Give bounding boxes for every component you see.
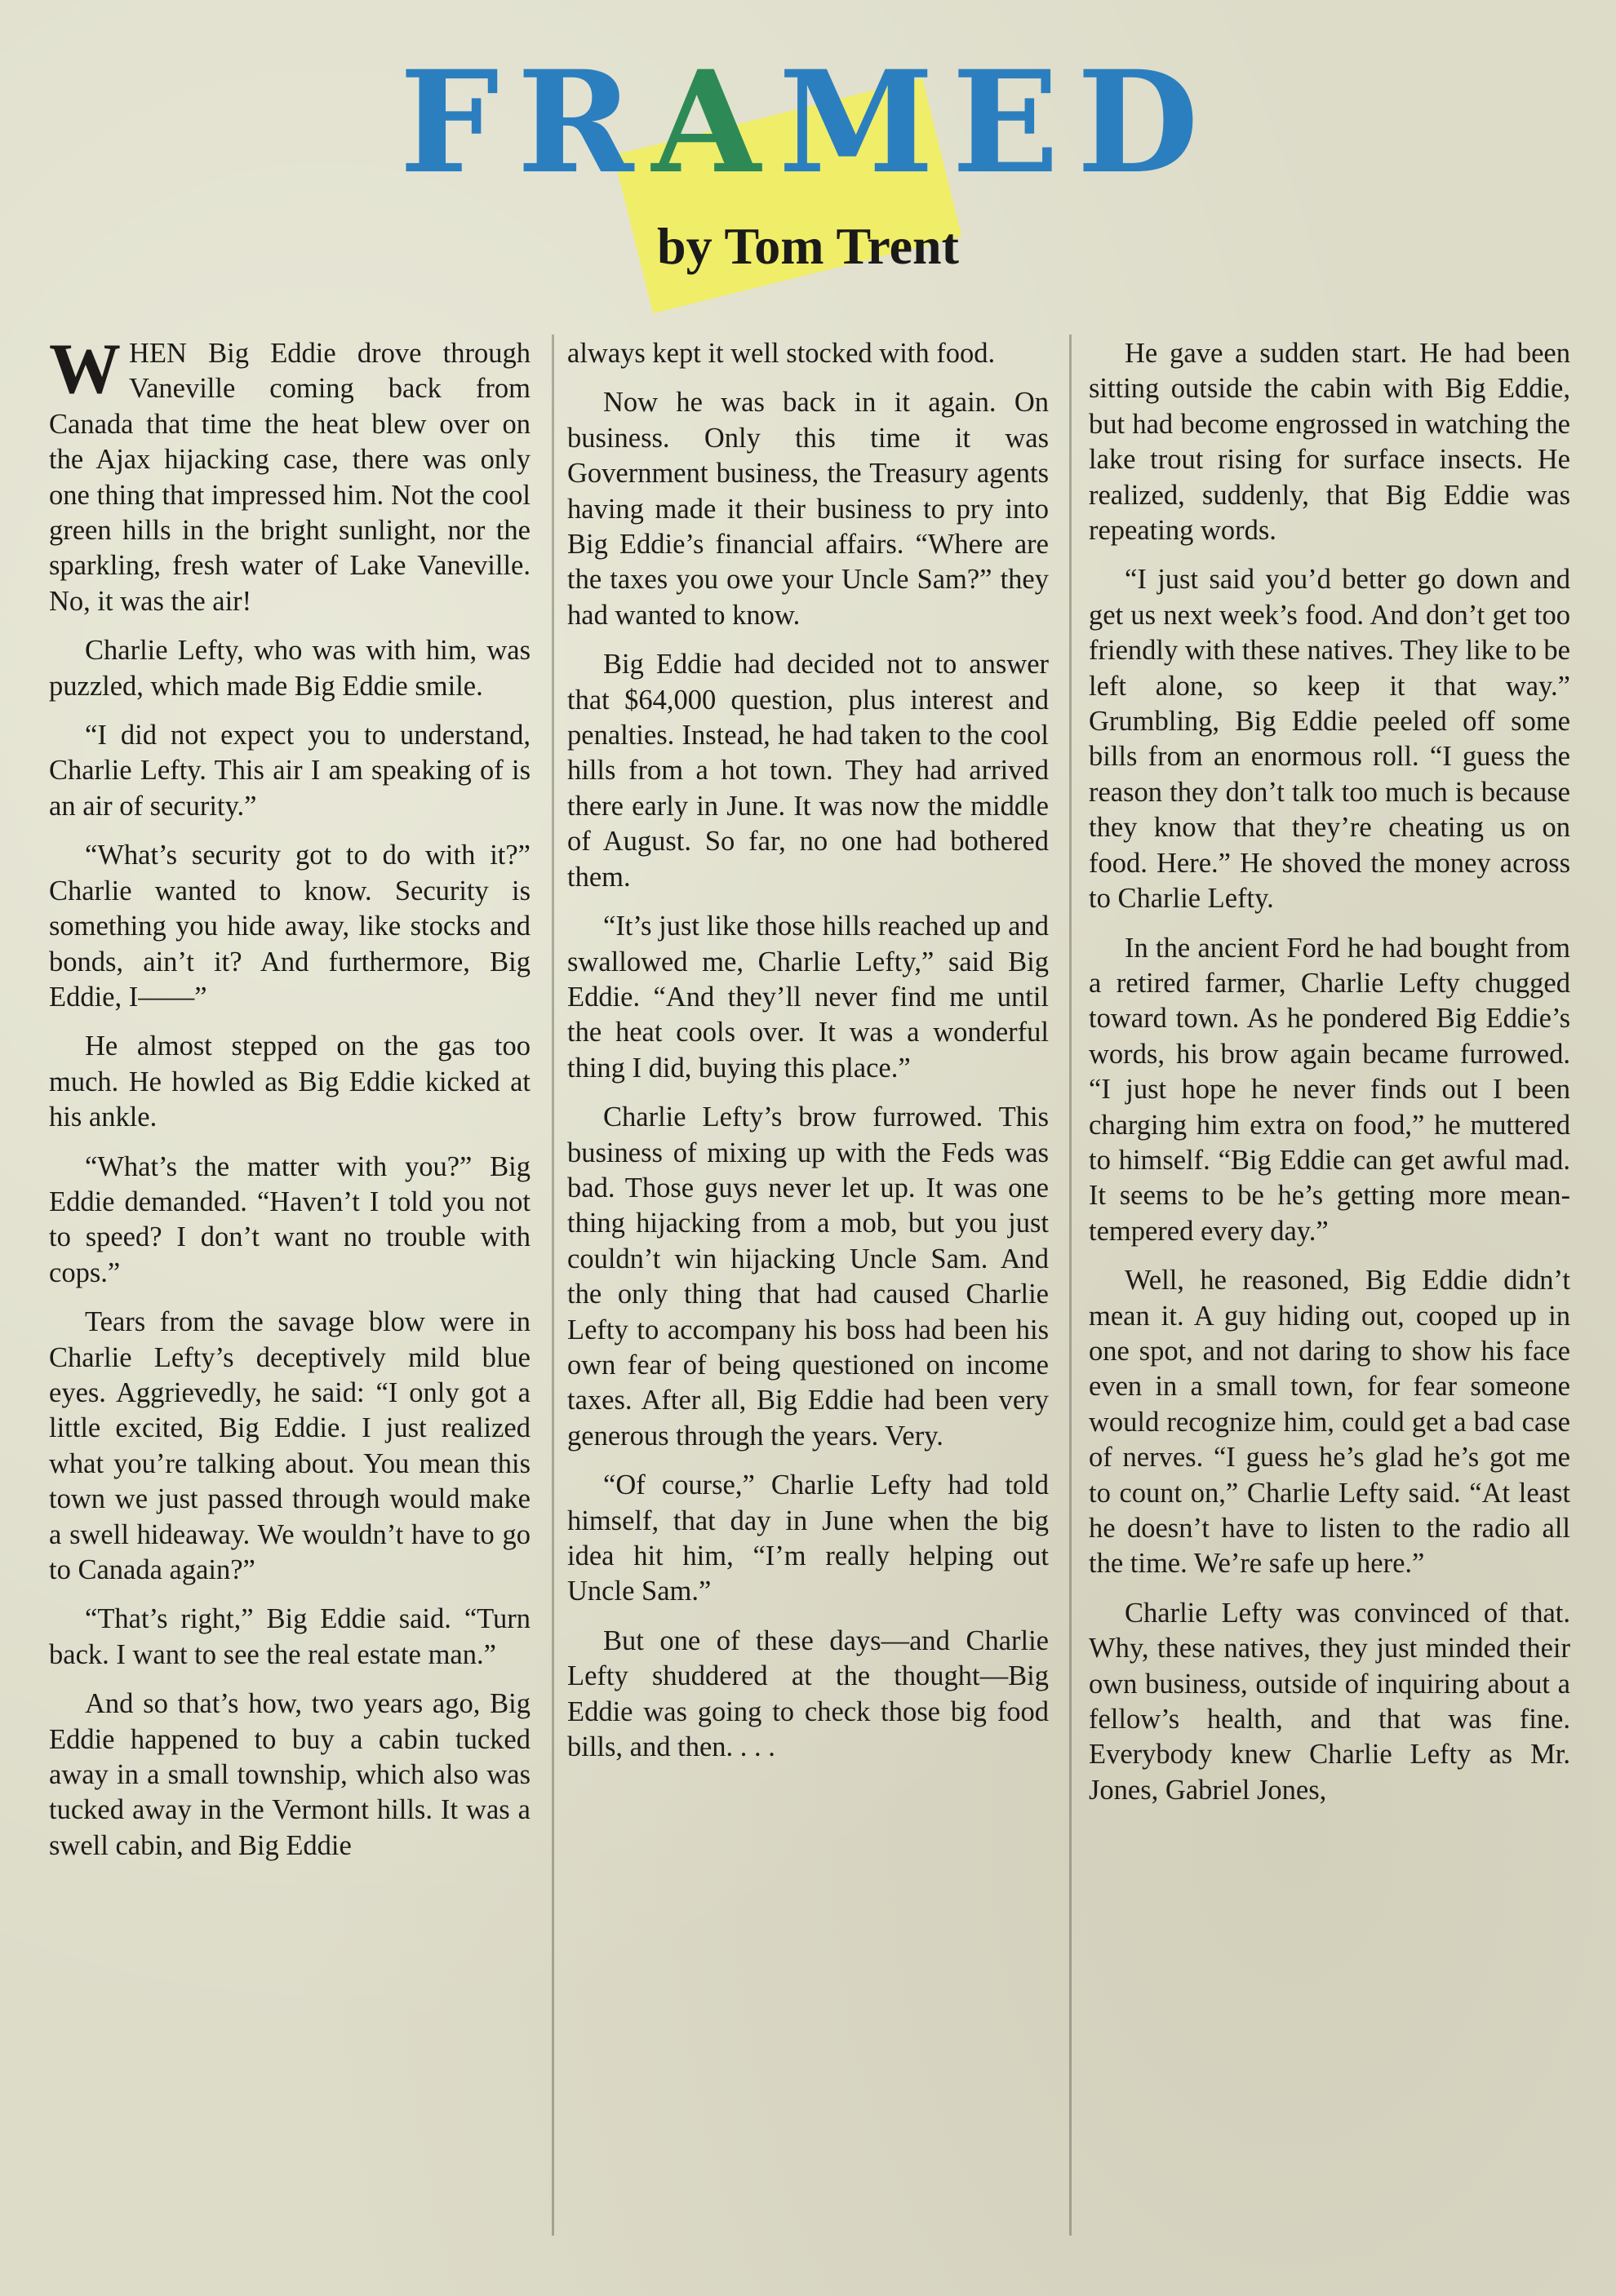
story-title <box>0 39 1616 205</box>
drop-cap: W <box>49 330 121 409</box>
column-divider-2 <box>1069 335 1072 2236</box>
paragraph: “It’s just like those hills reached up and swallowed me, Charlie Lefty,” said Big Eddie. “And they’ll never find me until the heat cools over. It was a wonderful thing I did, buying this place.” <box>567 911 1049 1084</box>
paragraph: But one of these days—and Charlie Lefty shuddered at the thought—Big Eddie was going to check those big food bills, and then. . . . <box>567 1624 1049 1763</box>
paragraph: “Of course,” Charlie Lefty had told himself, that day in June when the big idea hit him, “I’m really helping out Uncle Sam.” <box>567 1469 1049 1607</box>
opening-paragraph-text: HEN Big Eddie drove through Vaneville coming back from Canada that time the heat blew over on the Ajax hijacking case, there was only one thing that impressed him. Not the cool green hills in the bright sunlight, nor the sparkling, fresh water of Lake Vaneville. No, it was the air! <box>49 338 531 617</box>
title-part-right: MED <box>778 39 1217 205</box>
title-part-middle: A <box>651 39 779 205</box>
opening-paragraph <box>49 330 531 619</box>
paragraph: Now he was back in it again. On business. Only this time it was Government business, the Treasury agents having made it their business to pry into Big Eddie’s financial affairs. “Where are the taxes you owe your Uncle Sam?” they had wanted to know. <box>567 387 1049 631</box>
text-column-1 <box>49 330 531 1877</box>
title-part-left: FR <box>399 39 652 205</box>
paragraph: “What’s the matter with you?” Big Eddie demanded. “Haven’t I told you not to speed? I don’t want no trouble with cops.” <box>49 1150 531 1288</box>
paragraph: Big Eddie had decided not to answer that $64,000 question, plus interest and penalties. Instead, he had taken to the cool hills from a hot town. They had arrived there early in June. It was now the middle of August. So far, no one had bothered them. <box>567 649 1049 893</box>
paragraph: And so that’s how, two years ago, Big Eddie happened to buy a cabin tucked away in a small township, which also was tucked away in the Vermont hills. It was a swell cabin, and Big Eddie <box>49 1688 531 1861</box>
text-column-3 <box>1089 336 1570 1822</box>
paragraph: “I did not expect you to understand, Charlie Lefty. This air I am speaking of is an air of security.” <box>49 720 531 822</box>
paragraph: Charlie Lefty’s brow furrowed. This business of mixing up with the Feds was bad. Those guys never let up. It was one thing hijacking from a mob, but you just couldn’t win hijacking Uncle Sam. And the only thing that had caused Charlie Lefty to accompany his boss had been his own fear of being questioned on income taxes. After all, Big Eddie had been very generous through the years. Very. <box>567 1101 1049 1452</box>
continued-paragraph: always kept it well stocked with food. <box>567 338 996 369</box>
paragraph: He almost stepped on the gas too much. He howled as Big Eddie kicked at his ankle. <box>49 1031 531 1133</box>
paragraph: Well, he reasoned, Big Eddie didn’t mean it. A guy hiding out, cooped up in one spot, and not daring to show his face even in a small town, for fear someone would recognize him, could get a bad case of nerves. “I guess he’s glad he’s got me to count on,” Charlie Lefty said. “At least he doesn’t have to listen to the radio all the time. We’re safe up here.” <box>1089 1265 1570 1580</box>
paragraph: He gave a sudden start. He had been sitting outside the cabin with Big Eddie, but had become engrossed in watching the lake trout rising for surface insects. He realized, suddenly, that Big Eddie was repeating words. <box>1089 338 1570 547</box>
paragraph: “I just said you’d better go down and get us next week’s food. And don’t get too friendly with these natives. They like to be left alone, so keep it that way.” Grumbling, Big Eddie peeled off some bills from an enormous roll. “I guess the reason they don’t talk too much is because they know that they’re cheating us on food. Here.” He shoved the money across to Charlie Lefty. <box>1089 564 1570 915</box>
paragraph: Tears from the savage blow were in Charlie Lefty’s deceptively mild blue eyes. Aggrievedly, he said: “I only got a little excited, Big Eddie. I just realized what you’re talking about. You mean this town we just passed through would make a swell hideaway. We wouldn’t have to go to Canada again?” <box>49 1306 531 1585</box>
paragraph: “What’s security got to do with it?” Charlie wanted to know. Security is something you hide away, like stocks and bonds, ain’t it? And furthermore, Big Eddie, I——” <box>49 840 531 1013</box>
paragraph: “That’s right,” Big Eddie said. “Turn back. I want to see the real estate man.” <box>49 1603 531 1670</box>
column-divider-1 <box>552 335 554 2236</box>
paragraph: Charlie Lefty, who was with him, was puzzled, which made Big Eddie smile. <box>49 635 531 702</box>
author-byline: by Tom Trent <box>657 217 959 275</box>
text-column-2 <box>567 336 1049 1779</box>
paragraph: Charlie Lefty was convinced of that. Why, these natives, they just minded their own business, outside of inquiring about a fellow’s health, and that was fine. Everybody knew Charlie Lefty as Mr. Jones, Gabriel Jones, <box>1089 1597 1570 1806</box>
paragraph: In the ancient Ford he had bought from a retired farmer, Charlie Lefty chugged toward town. As he pondered Big Eddie’s words, his brow again became furrowed. “I just hope he never finds out I been charging him extra on food,” he muttered to himself. “Big Eddie can get awful mad. It seems to be he’s getting more mean-tempered every day.” <box>1089 932 1570 1247</box>
